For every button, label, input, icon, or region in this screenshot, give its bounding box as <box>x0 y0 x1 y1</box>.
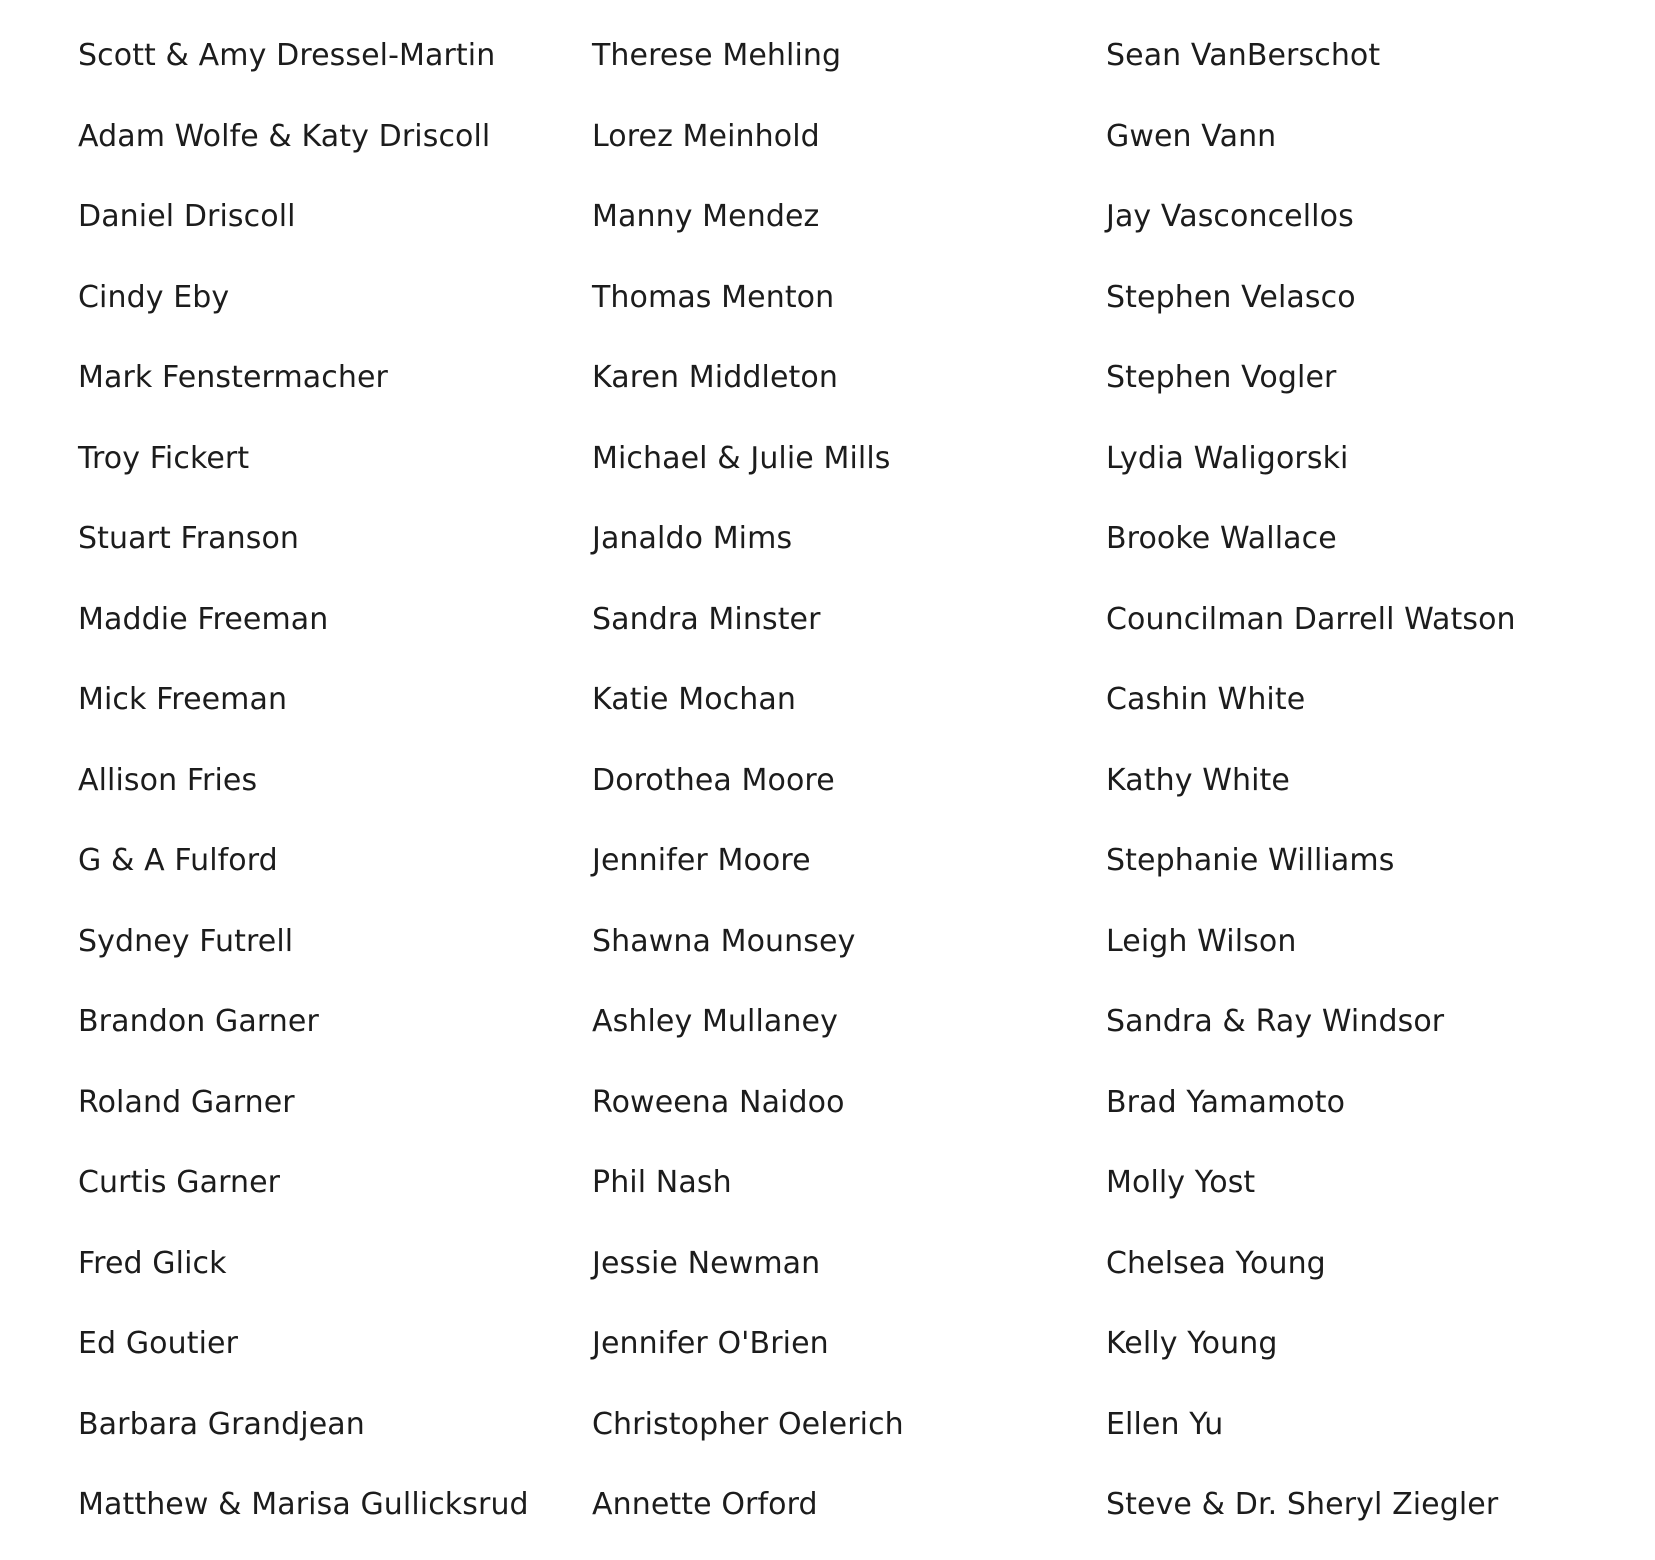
name-column-3 <box>1106 30 1606 1560</box>
name-entry: Ellen Yu <box>1106 1406 1224 1442</box>
name-entry: Annette Orford <box>592 1487 818 1522</box>
name-entry: Janaldo Mims <box>592 521 793 556</box>
name-entry: Gwen Vann <box>1106 118 1277 154</box>
name-entry: Allison Fries <box>78 762 258 798</box>
name-entry: Therese Mehling <box>592 38 842 73</box>
name-entry: Ashley Mullaney <box>592 1004 838 1039</box>
name-entry: Maddie Freeman <box>78 601 329 637</box>
name-entry: Christopher Oelerich <box>592 1406 904 1442</box>
name-entry: Leigh Wilson <box>1106 923 1297 959</box>
name-entry: Jennifer Moore <box>592 843 811 878</box>
name-entry: Cashin White <box>1106 682 1306 717</box>
name-entry: Matthew & Marisa Gullicksrud <box>78 1487 529 1522</box>
name-entry: Ed Goutier <box>78 1326 239 1361</box>
name-entry: G & A Fulford <box>78 843 278 878</box>
name-entry: Fred Glick <box>78 1245 227 1281</box>
name-entry: Katie Mochan <box>592 682 796 717</box>
name-entry: Mick Freeman <box>78 682 288 717</box>
name-entry: Sandra & Ray Windsor <box>1106 1004 1445 1039</box>
name-entry: Roland Garner <box>78 1084 295 1120</box>
name-entry: Troy Fickert <box>78 440 250 476</box>
name-entry: Councilman Darrell Watson <box>1106 601 1516 637</box>
name-column-1 <box>78 30 578 1560</box>
name-entry: Brandon Garner <box>78 1004 319 1039</box>
name-entry: Steve & Dr. Sheryl Ziegler <box>1106 1487 1499 1522</box>
name-entry: Stephen Vogler <box>1106 360 1337 395</box>
name-entry: Curtis Garner <box>78 1165 281 1200</box>
name-entry: Brooke Wallace <box>1106 521 1337 556</box>
name-entry: Manny Mendez <box>592 199 820 234</box>
name-entry: Jennifer O'Brien <box>592 1326 829 1361</box>
name-entry: Stephen Velasco <box>1106 279 1356 315</box>
name-entry: Sean VanBerschot <box>1106 38 1381 73</box>
name-entry: Jessie Newman <box>592 1245 821 1281</box>
name-entry: Lorez Meinhold <box>592 118 820 154</box>
name-entry: Molly Yost <box>1106 1165 1256 1200</box>
name-entry: Scott & Amy Dressel-Martin <box>78 38 496 73</box>
name-entry: Kathy White <box>1106 762 1290 798</box>
name-entry: Stuart Franson <box>78 521 300 556</box>
name-entry: Brad Yamamoto <box>1106 1084 1346 1120</box>
name-entry: Lydia Waligorski <box>1106 440 1349 476</box>
name-entry: Sandra Minster <box>592 601 821 637</box>
name-entry: Roweena Naidoo <box>592 1084 845 1120</box>
name-entry: Mark Fenstermacher <box>78 360 388 395</box>
name-entry: Chelsea Young <box>1106 1245 1326 1281</box>
name-entry: Karen Middleton <box>592 360 838 395</box>
name-entry: Thomas Menton <box>592 279 835 315</box>
name-entry: Cindy Eby <box>78 279 230 315</box>
name-entry: Michael & Julie Mills <box>592 440 891 476</box>
name-entry: Jay Vasconcellos <box>1106 199 1354 234</box>
name-entry: Daniel Driscoll <box>78 199 296 234</box>
name-entry: Barbara Grandjean <box>78 1406 365 1442</box>
name-column-2 <box>592 30 1092 1560</box>
name-entry: Adam Wolfe & Katy Driscoll <box>78 118 491 154</box>
name-entry: Shawna Mounsey <box>592 923 856 959</box>
name-entry: Dorothea Moore <box>592 762 835 798</box>
name-entry: Stephanie Williams <box>1106 843 1395 878</box>
name-entry: Kelly Young <box>1106 1326 1278 1361</box>
name-entry: Sydney Futrell <box>78 923 294 959</box>
name-entry: Phil Nash <box>592 1165 732 1200</box>
